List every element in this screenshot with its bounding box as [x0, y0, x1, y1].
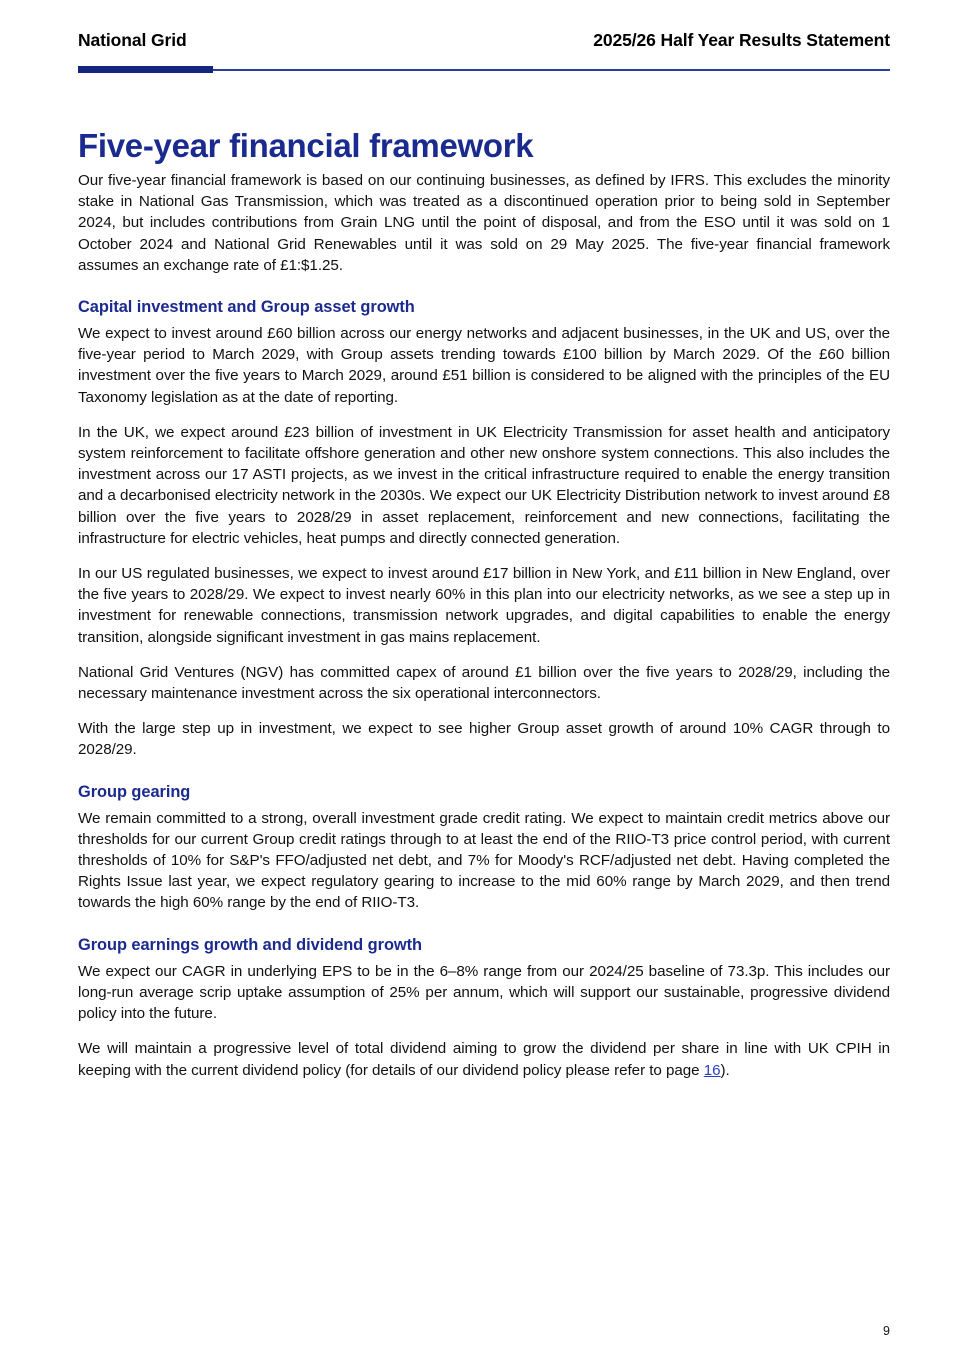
running-header	[78, 30, 890, 51]
page-reference-link[interactable]: 16	[703, 1061, 721, 1079]
intro-paragraph: Our five-year financial framework is based on our continuing businesses, as defined by IFRS. This excludes the minority stake in National Gas Transmission, which was treated as a discontinued operation prior to being sold in September 2024, but includes contributions from Grain LNG until the point of disposal, and from the ESO until it was sold on 1 October 2024 and National Grid Renewables until it was sold on 29 May 2025. The five-year financial framework assumes an exchange rate of £1:$1.25.	[78, 172, 890, 274]
earnings-paragraph-2-text-after-link: ).	[720, 1061, 730, 1079]
earnings-paragraph-2-text-before-link: We will maintain a progressive level of total dividend aiming to grow the dividend per share in line with UK CPIH in keeping with the current dividend policy (for details of our dividend policy please refer to page	[78, 1040, 890, 1079]
page-number: 9	[883, 1324, 890, 1338]
capital-paragraph-5: With the large step up in investment, we expect to see higher Group asset growth of around 10% CAGR through to 2028/29.	[78, 720, 890, 759]
capital-paragraph-4: National Grid Ventures (NGV) has committed capex of around £1 billion over the five years to 2028/29, including the necessary maintenance investment across the six operational interconnectors.	[78, 663, 890, 703]
capital-paragraph-2: In the UK, we expect around £23 billion of investment in UK Electricity Transmission for asset health and anticipatory system reinforcement to facilitate offshore generation and other new onshore system connections. This also includes the investment across our 17 ASTI projects, as we invest in the critical infrastructure required to enable the energy transition and a decarbonised electricity network in the 2030s. We expect our UK Electricity Distribution network to invest around £8 billion over the five years to 2028/29 in asset replacement, reinforcement and new connections, facilitating the infrastructure for electric vehicles, heat pumps and directly connected generation.	[78, 423, 890, 547]
section-heading-earnings-dividend-growth: Group earnings growth and dividend growth	[78, 935, 422, 954]
header-company-name: National Grid	[78, 30, 187, 50]
header-document-title: 2025/26 Half Year Results Statement	[593, 30, 890, 50]
section-heading-group-gearing: Group gearing	[78, 782, 191, 801]
document-body	[78, 170, 890, 1081]
page-title: Five-year financial framework	[78, 127, 534, 165]
earnings-paragraph-1: We expect our CAGR in underlying EPS to be in the 6–8% range from our 2024/25 baseline of 73.3p. This includes our long-run average scrip uptake assumption of 25% per annum, which will support our sustainable, progressive dividend policy into the future.	[78, 962, 890, 1023]
capital-paragraph-3: In our US regulated businesses, we expect to invest around £17 billion in New York, and £11 billion in New England, over the five years to 2028/29. We expect to invest nearly 60% in this plan into our electricity networks, as we see a step up in investment for renewable connections, transmission network upgrades, and digital capabilities to enable the energy transition, alongside significant investment in gas mains replacement.	[78, 565, 890, 646]
capital-paragraph-1: We expect to invest around £60 billion across our energy networks and adjacent businesses, in the UK and US, over the five-year period to March 2029, with Group assets trending towards £100 billion by March 2029. Of the £60 billion investment over the five years to March 2029, around £51 billion is considered to be aligned with the principles of the EU Taxonomy legislation as at the date of reporting.	[78, 325, 890, 406]
gearing-paragraph-1: We remain committed to a strong, overall investment grade credit rating. We expect to maintain credit metrics above our thresholds for our current Group credit ratings through to at least the end of the RIIO-T3 price control period, with current thresholds of 10% for S&P's FFO/adjusted net debt, and 7% for Moody's RCF/adjusted net debt. Having completed the Rights Issue last year, we expect regulatory gearing to increase to the mid 60% range by March 2029, and then trend towards the high 60% range by the end of RIIO-T3.	[78, 809, 890, 912]
earnings-paragraph-2	[78, 1038, 890, 1080]
section-heading-capital-investment: Capital investment and Group asset growth	[78, 298, 415, 317]
header-rule-thick-segment	[78, 66, 213, 73]
header-divider-rule	[78, 66, 890, 73]
